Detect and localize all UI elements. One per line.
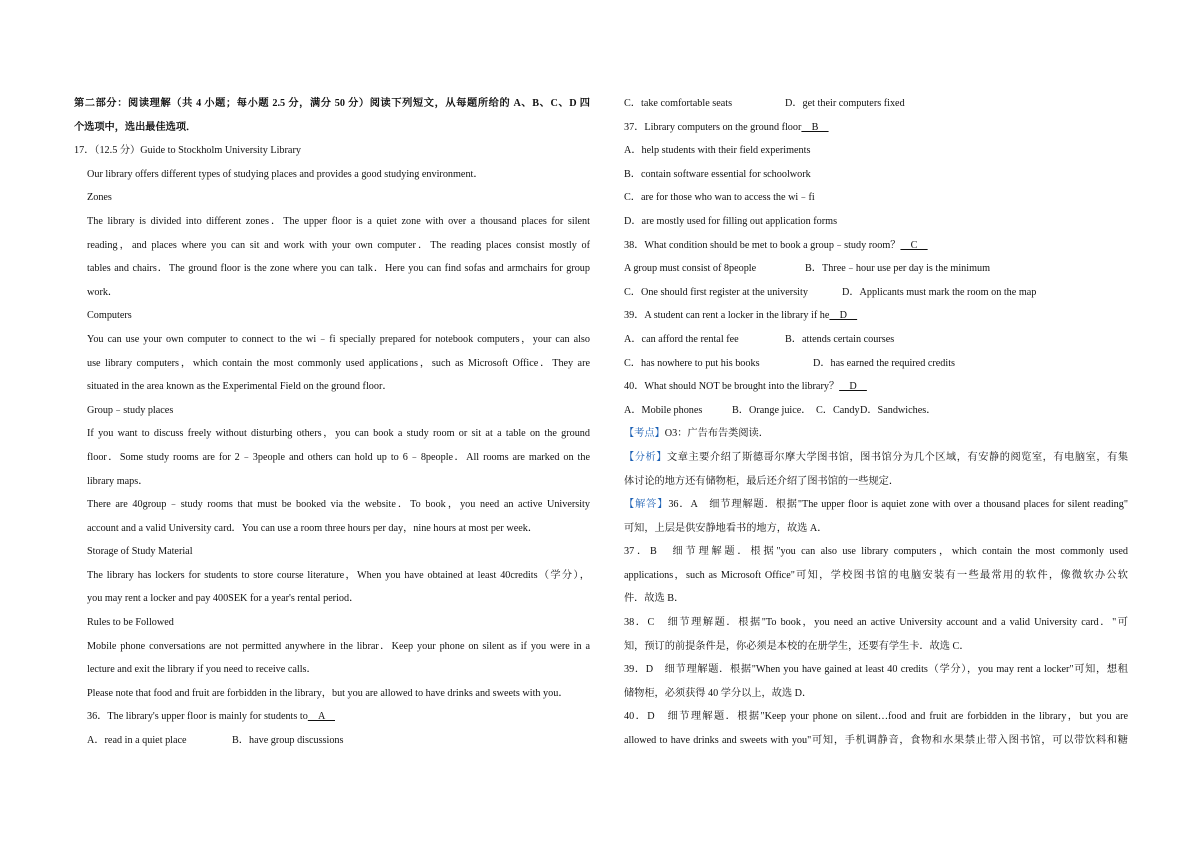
heading-storage: Storage of Study Material	[87, 546, 193, 558]
fenxi-line: 体讨论的地方还有储物柜，最后还介绍了图书馆的一些规定．	[624, 475, 900, 487]
option-c: C．Candy	[816, 404, 860, 416]
zones-line: tables and chairs．The ground floor is the zone where you can talk．Here you can find sofas and armchairs for group	[87, 263, 590, 275]
question-40-options	[624, 399, 1128, 423]
section-header-cont: 个选项中，选出最佳选项．	[74, 121, 197, 133]
heading-computers: Computers	[87, 310, 132, 322]
jieda-line: 件．故选 B．	[624, 593, 685, 605]
question-text: 37．Library computers on the ground floor	[624, 121, 802, 133]
zones-line: reading，and places where you can sit and work with your own computer．The reading places consist mostly of	[87, 239, 590, 251]
question-36-options	[74, 729, 590, 753]
question-36-options-cont	[624, 92, 1128, 116]
heading-zones: Zones	[87, 192, 112, 204]
option-b: B．attends certain courses	[785, 333, 895, 345]
option-b: B．Three﹣hour use per day is the minimum	[805, 263, 991, 275]
question-38	[624, 234, 1128, 258]
computers-line: You can use your own computer to connect to the wi﹣fi specially prepared for notebook computers，your can also	[87, 333, 590, 345]
answer-blank: D	[839, 381, 867, 393]
option-c: C．are for those who wan to access the wi﹣fi	[624, 192, 815, 204]
heading-rules: Rules to be Followed	[87, 617, 174, 629]
jieda-line: 知，预订的前提条件是，你必须是本校的在册学生，还要有学生卡．故选 C．	[624, 640, 970, 652]
question-text: 38．What condition should be met to book a group﹣study room？	[624, 239, 901, 251]
option-d: D．Applicants must mark the room on the map	[842, 286, 1037, 298]
question-40	[624, 375, 1128, 399]
answer-blank: D	[829, 310, 858, 322]
section-header: 第二部分：阅读理解（共 4 小题；每小题 2.5 分，满分 50 分）阅读下列短文，从每题所给的 A、B、C、D 四	[74, 98, 590, 109]
storage-line: The library has lockers for students to store course literature，When you have obtained at least 40credits（学分），	[87, 569, 590, 581]
jieda-line: 可知，上层是供安静地看书的地方，故选 A．	[624, 522, 828, 534]
option-a: A．help students with their field experiments	[624, 145, 811, 157]
group-line: If you want to discuss freely without disturbing others，you can book a study room or sit at a table on the ground	[87, 428, 590, 440]
computers-line: use library computers，which contain the most commonly used applications，such as Microsoft Office．They are	[87, 357, 590, 369]
question-39-options-ab	[624, 328, 1128, 352]
rules-line: Please note that food and fruit are forbidden in the library，but you are allowed to have drinks and sweets with you．	[87, 687, 569, 699]
kaodian-tag: 【考点】	[624, 428, 665, 440]
option-c: C．take comfortable seats	[624, 98, 733, 109]
option-b: B．contain software essential for schoolwork	[624, 168, 811, 180]
option-d: D．Sandwiches．	[860, 404, 937, 416]
jieda-line	[624, 493, 1128, 517]
computers-line: situated in the area known as the Experimental Field on the ground floor．	[87, 381, 393, 393]
question-17-title: 17．（12.5 分）Guide to Stockholm University Library	[74, 145, 301, 157]
question-36	[74, 705, 590, 729]
intro-paragraph: Our library offers different types of studying places and provides a good studying environment．	[87, 168, 484, 180]
kaodian-text: O3：广告布告类阅读．	[664, 428, 769, 440]
answer-blank: B	[801, 121, 829, 133]
jieda-line: 38．C 细节理解题．根据"To book，you need an active University account and a valid University card．"可	[624, 617, 1128, 629]
option-b: B．Orange juice．	[732, 404, 812, 416]
question-37	[624, 116, 1128, 140]
right-column	[624, 92, 1128, 753]
group-line: floor．Some study rooms are for 2﹣3people and others can hold up to 6﹣8people．All rooms are marked on the	[87, 451, 590, 463]
jieda-text: 36．A 细节理解题．根据"The upper floor is aquiet zone with over a thousand places for silent reading"	[668, 499, 1129, 511]
question-39-options-cd	[624, 352, 1128, 376]
option-a: A．read in a quiet place	[87, 735, 187, 747]
rules-line: Mobile phone conversations are not permitted anywhere in the librar．Keep your phone on silent as if you were in a	[87, 640, 590, 652]
fenxi-line	[624, 446, 1128, 470]
zones-line: The library is divided into different zones．The upper floor is a quiet zone with over a thousand places for silent	[87, 215, 590, 227]
fenxi-text: 文章主要介绍了斯德哥尔摩大学图书馆，图书馆分为几个区域，有安静的阅览室，有电脑室，有集	[666, 451, 1129, 463]
group-line: There are 40group﹣study rooms that must be booked via the website．To book，you need an active University	[87, 499, 590, 511]
question-39	[624, 304, 1128, 328]
option-c: C．One should first register at the university	[624, 286, 808, 298]
jieda-line: 40．D 细节理解题．根据"Keep your phone on silent…food and fruit are forbidden in the library，but you are	[624, 711, 1128, 723]
option-d: D．has earned the required credits	[813, 357, 955, 369]
option-d: D．are mostly used for filling out application forms	[624, 215, 838, 227]
jieda-line: allowed to have drinks and sweets with you"可知，手机调静音，食物和水果禁止带入图书馆，可以带饮料和糖	[624, 735, 1128, 747]
answer-blank: C	[900, 239, 928, 251]
option-a: A．Mobile phones	[624, 404, 703, 416]
group-line: library maps．	[87, 475, 149, 487]
question-38-options-cd	[624, 281, 1128, 305]
group-line: account and a valid University card．You can use a room three hours per day，nine hours at most per week．	[87, 522, 539, 534]
option-a: A group must consist of 8people	[624, 263, 757, 275]
storage-line: you may rent a locker and pay 400SEK for a year's rental period．	[87, 593, 360, 605]
zones-line: work．	[87, 286, 119, 298]
option-a: A．can afford the rental fee	[624, 333, 739, 345]
question-38-options-ab	[624, 257, 1128, 281]
question-text: 40．What should NOT be brought into the library？	[624, 381, 840, 393]
fenxi-tag: 【分析】	[624, 451, 667, 463]
jieda-line: 储物柜，必须获得 40 学分以上，故选 D．	[624, 687, 813, 699]
jieda-tag: 【解答】	[624, 499, 669, 511]
jieda-line: 39．D 细节理解题．根据"When you have gained at least 40 credits（学分），you may rent a locker"可知，想租	[624, 664, 1128, 676]
jieda-line: 37．B 细节理解题．根据"you can also use library computers，which contain the most commonly used	[624, 546, 1128, 558]
left-column	[74, 92, 590, 753]
rules-line: lecture and exit the library if you need to receive calls．	[87, 664, 317, 676]
question-text: 39．A student can rent a locker in the library if he	[624, 310, 830, 322]
heading-group-study: Group﹣study places	[87, 404, 174, 416]
kaodian-line	[624, 422, 1128, 446]
jieda-line: applications，such as Microsoft Office"可知，学校图书馆的电脑安装有一些最常用的软件，像微软办公软	[624, 569, 1128, 581]
question-text: 36．The library's upper floor is mainly for students to	[87, 711, 308, 723]
option-b: B．have group discussions	[232, 735, 344, 747]
option-d: D．get their computers fixed	[785, 98, 905, 109]
answer-blank: A	[307, 711, 335, 723]
option-c: C．has nowhere to put his books	[624, 357, 760, 369]
